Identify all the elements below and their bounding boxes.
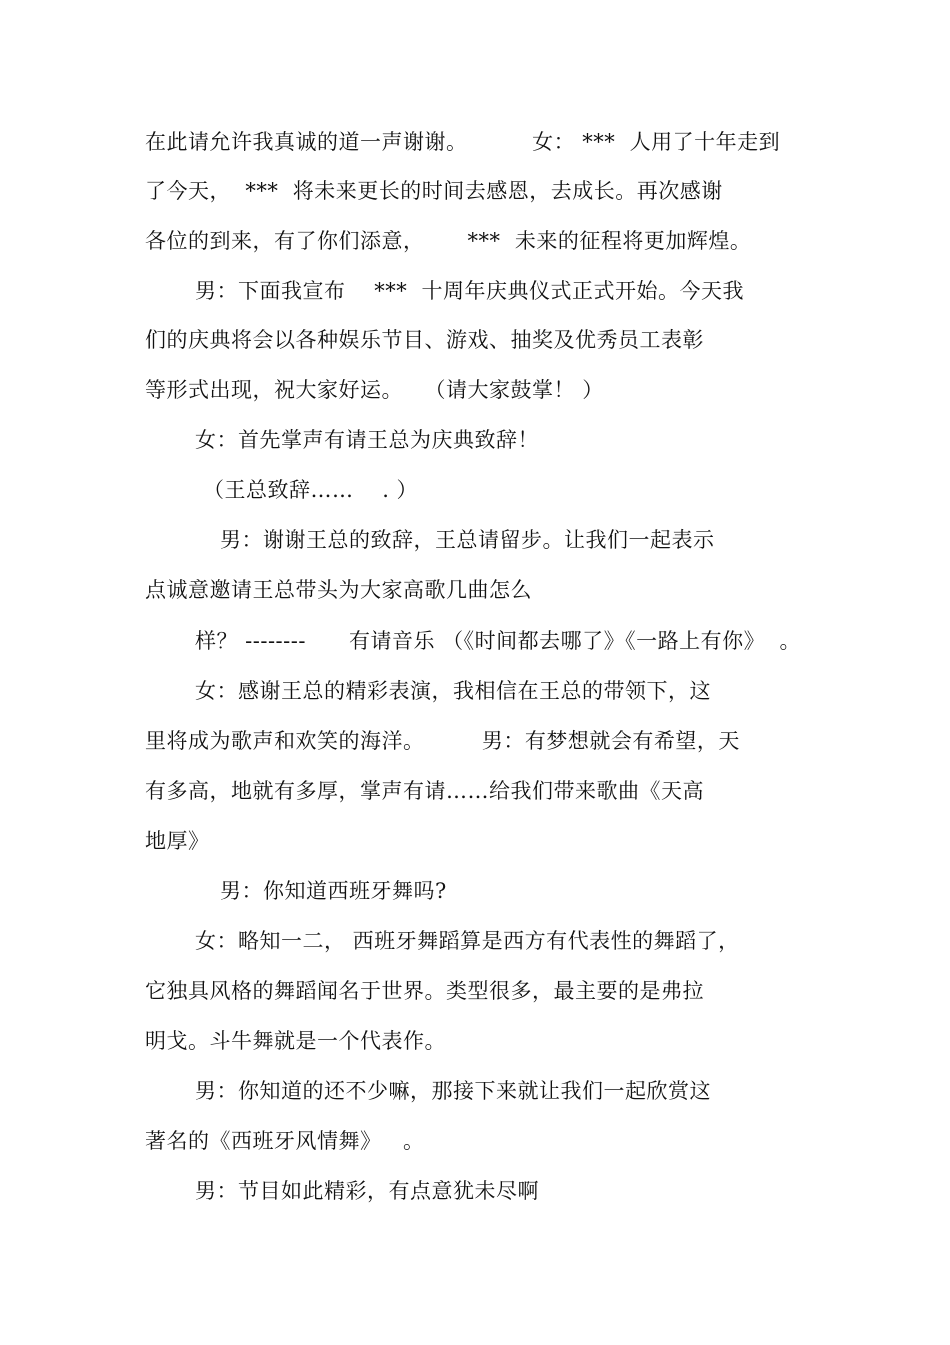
- text-line: 地厚》: [145, 829, 210, 853]
- text-line: 了今天， *** 将未来更长的时间去感恩，去成长。再次感谢: [145, 179, 723, 203]
- text-line: 女：感谢王总的精彩表演，我相信在王总的带领下，这: [195, 679, 711, 703]
- text-line: 男：谢谢王总的致辞，王总请留步。让我们一起表示: [220, 528, 715, 552]
- text-line: 各位的到来，有了你们添意， *** 未来的征程将更加辉煌。: [145, 229, 752, 253]
- text-line: 它独具风格的舞蹈闻名于世界。类型很多，最主要的是弗拉: [145, 979, 704, 1003]
- text-line: 著名的《西班牙风情舞》 。: [145, 1129, 425, 1153]
- text-line: 女：略知一二， 西班牙舞蹈算是西方有代表性的舞蹈了，: [195, 929, 740, 953]
- text-line: 在此请允许我真诚的道一声谢谢。 女： *** 人用了十年走到: [145, 130, 781, 154]
- text-line: （王总致辞…… . ）: [203, 478, 419, 502]
- text-line: 有多高，地就有多厚，掌声有请……给我们带来歌曲《天高: [145, 779, 704, 803]
- text-line: 男：你知道西班牙舞吗?: [220, 879, 447, 903]
- text-line: 里将成为歌声和欢笑的海洋。 男：有梦想就会有希望，天: [145, 729, 740, 753]
- text-line: 男：你知道的还不少嘛，那接下来就让我们一起欣赏这: [195, 1079, 711, 1103]
- text-line: 点诚意邀请王总带头为大家高歌几曲怎么: [145, 578, 532, 602]
- text-line: 等形式出现，祝大家好运。 （请大家鼓掌！ ）: [145, 378, 604, 402]
- text-line: 男：下面我宣布 *** 十周年庆典仪式正式开始。今天我: [195, 279, 745, 303]
- text-line: 们的庆典将会以各种娱乐节目、游戏、抽奖及优秀员工表彰: [145, 328, 704, 352]
- text-line: 女：首先掌声有请王总为庆典致辞！: [195, 428, 539, 452]
- text-line: 样？ -------- 有请音乐 （《时间都去哪了》《一路上有你》 。: [195, 629, 802, 653]
- text-line: 男：节目如此精彩，有点意犹未尽啊: [195, 1179, 539, 1203]
- text-line: 明戈。斗牛舞就是一个代表作。: [145, 1029, 446, 1053]
